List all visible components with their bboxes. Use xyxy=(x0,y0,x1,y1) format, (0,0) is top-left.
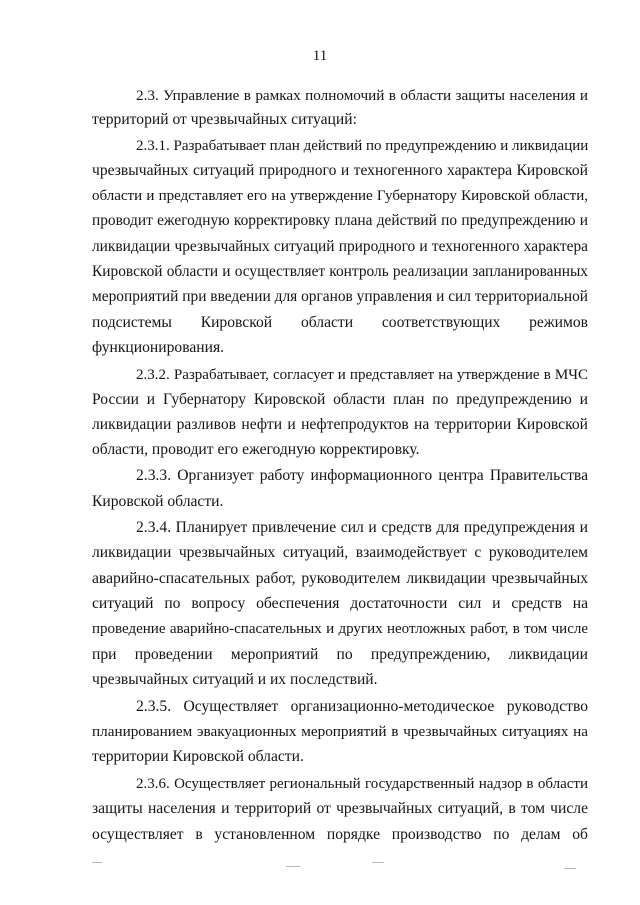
scan-artifact xyxy=(286,866,300,867)
scan-artifact xyxy=(564,868,576,869)
text-line: чрезвычайных ситуаций природного и техногенного характера Кировской xyxy=(92,162,588,179)
text-line: функционирования. xyxy=(92,339,225,356)
text-line: при проведении мероприятий по предупреждению, ликвидации xyxy=(92,646,588,663)
text-line: 2.3.3. Организует работу информационного центра Правительства xyxy=(136,467,588,484)
text-line: Кировской области и осуществляет контроль реализации запланированных xyxy=(92,263,588,280)
text-line: ликвидации чрезвычайных ситуаций, взаимодействует с руководителем xyxy=(92,544,588,561)
text-line: Кировской области. xyxy=(92,493,224,510)
text-line: 2.3.1. Разрабатывает план действий по предупреждению и ликвидации xyxy=(136,138,589,154)
text-line: территорий от чрезвычайных ситуаций: xyxy=(92,111,357,128)
text-line: ситуаций по вопросу обеспечения достаточности сил и средств на xyxy=(92,595,588,612)
text-line: защиты населения и территорий от чрезвычайных ситуаций, в том числе xyxy=(92,800,588,817)
text-line: 2.3. Управление в рамках полномочий в области защиты населения и xyxy=(136,87,588,104)
text-line: проведение аварийно-спасательных и других неотложных работ, в том числе xyxy=(92,621,588,637)
text-line: 2.3.6. Осуществляет региональный государственный надзор в области xyxy=(136,776,588,792)
text-line: планированием эвакуационных мероприятий в чрезвычайных ситуациях на xyxy=(92,723,588,740)
scan-artifact xyxy=(372,862,384,863)
text-line: подсистемы Кировской области соответствующих режимов xyxy=(92,314,588,331)
text-line: проводит ежегодную корректировку плана действий по предупреждению и xyxy=(92,212,588,229)
text-line: ликвидации разливов нефти и нефтепродуктов на территории Кировской xyxy=(92,416,588,433)
text-line: территории Кировской области. xyxy=(92,748,304,765)
text-line: 2.3.2. Разрабатывает, согласует и представляет на утверждение в МЧС xyxy=(136,367,588,383)
text-line: осуществляет в установленном порядке производство по делам об xyxy=(92,826,588,843)
text-line: 2.3.5. Осуществляет организационно-методическое руководство xyxy=(136,698,588,715)
text-line: ликвидации чрезвычайных ситуаций природного и техногенного характера xyxy=(92,238,588,255)
text-line: области, проводит его ежегодную корректировку. xyxy=(92,441,420,458)
text-line: России и Губернатору Кировской области план по предупреждению и xyxy=(92,391,588,408)
text-line: аварийно-спасательных работ, руководителем ликвидации чрезвычайных xyxy=(92,570,588,587)
scan-artifact xyxy=(92,862,102,863)
text-line: области и представляет его на утверждение Губернатору Кировской области, xyxy=(92,188,588,204)
text-line: 2.3.4. Планирует привлечение сил и средств для предупреждения и xyxy=(136,519,588,536)
page-number: 11 xyxy=(312,48,328,64)
text-line: чрезвычайных ситуаций и их последствий. xyxy=(92,671,378,688)
text-line: мероприятий при введении для органов управления и сил территориальной xyxy=(92,288,588,305)
